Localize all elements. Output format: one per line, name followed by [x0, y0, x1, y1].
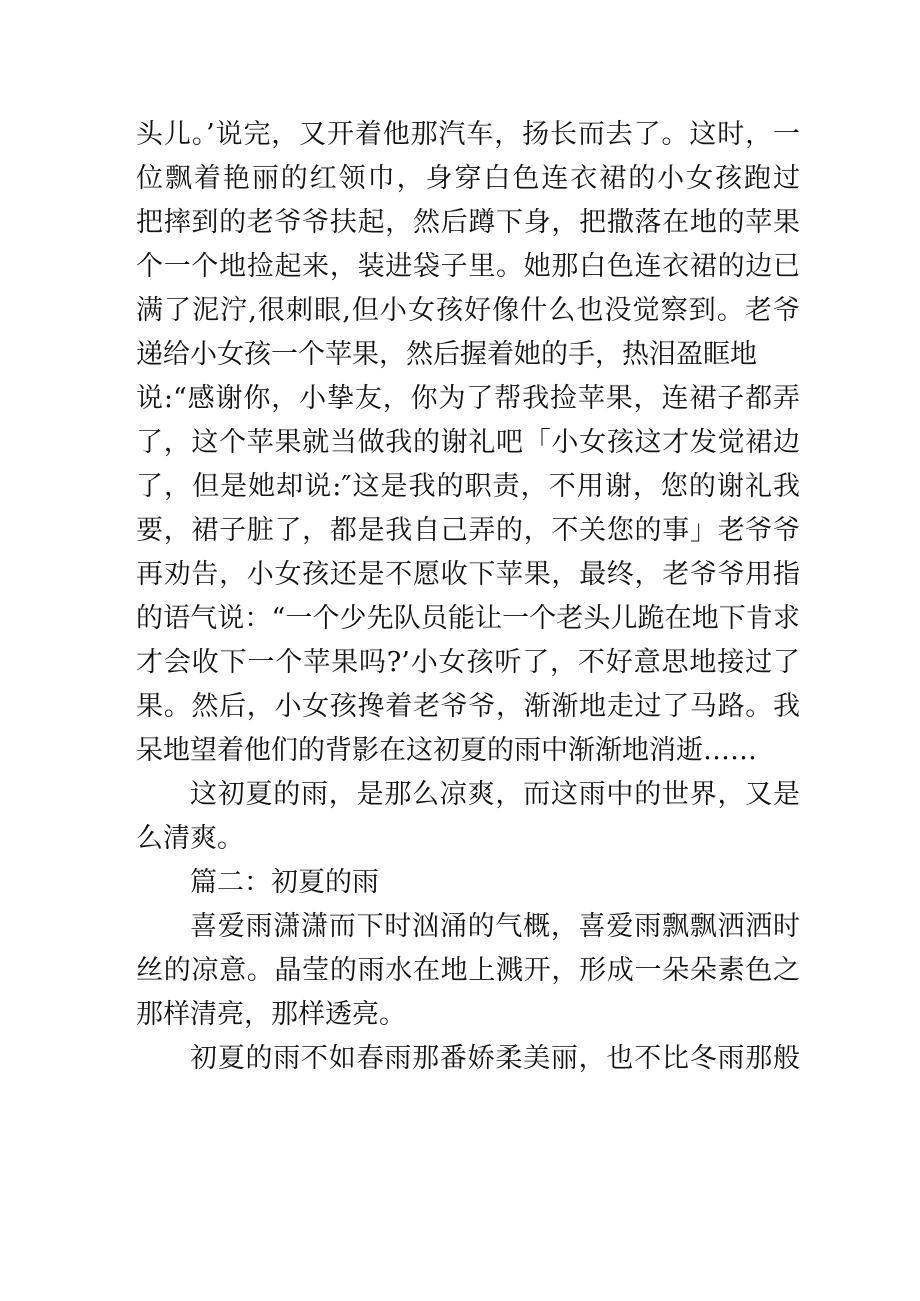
text-line: 果。然后，小女孩搀着老爷爷，渐渐地走过了马路。我 — [136, 691, 800, 722]
text-line: 满了泥泞,很刺眼,但小女孩好像什么也没觉察到。老爷 — [136, 295, 800, 326]
text-line: 位飘着艳丽的红领巾，身穿白色连衣裙的小女孩跑过 — [136, 163, 800, 194]
text-line: 了，但是她却说:″这是我的职责，不用谢，您的谢礼我 — [136, 471, 800, 502]
paragraph-first-line: 这初夏的雨，是那么凉爽，而这雨中的世界，又是 — [190, 779, 800, 810]
text-line: 么清爽。 — [136, 823, 244, 854]
text-line: 说:“感谢你，小挚友，你为了帮我捡苹果，连裙子都弄 — [136, 383, 800, 414]
text-line: 才会收下一个苹果吗?’小女孩听了，不好意思地接过了 — [136, 647, 800, 678]
text-line: 了，这个苹果就当做我的谢礼吧「小女孩这才发觉裙边 — [136, 427, 800, 458]
text-line: 递给小女孩一个苹果，然后握着她的手，热泪盈眶地 — [136, 339, 757, 370]
text-line: 个一个地捡起来，装进袋子里。她那白色连衣裙的边已 — [136, 251, 800, 282]
paragraph-first-line: 喜爱雨潇潇而下时汹涌的气概，喜爱雨飘飘洒洒时 — [190, 911, 800, 942]
document-body — [136, 113, 800, 1081]
section-heading: 篇二：初夏的雨 — [190, 867, 379, 898]
text-line: 丝的凉意。晶莹的雨水在地上溅开，形成一朵朵素色之 — [136, 955, 800, 986]
text-line: 呆地望着他们的背影在这初夏的雨中渐渐地消逝…… — [136, 735, 757, 766]
text-line: 的语气说：“一个少先队员能让一个老头儿跪在地下肯求 — [136, 603, 800, 634]
text-line: 再劝告，小女孩还是不愿收下苹果，最终，老爷爷用指 — [136, 559, 800, 590]
paragraph-first-line: 初夏的雨不如春雨那番娇柔美丽，也不比冬雨那般 — [190, 1043, 800, 1074]
text-line: 那样清亮，那样透亮。 — [136, 999, 406, 1030]
text-line: 头儿。’说完，又开着他那汽车，扬长而去了。这时，一 — [136, 119, 800, 150]
text-line: 要，裙子脏了，都是我自己弄的，不关您的事」老爷爷 — [136, 515, 800, 546]
text-line: 把摔到的老爷爷扶起，然后蹲下身，把撒落在地的苹果 — [136, 207, 800, 238]
